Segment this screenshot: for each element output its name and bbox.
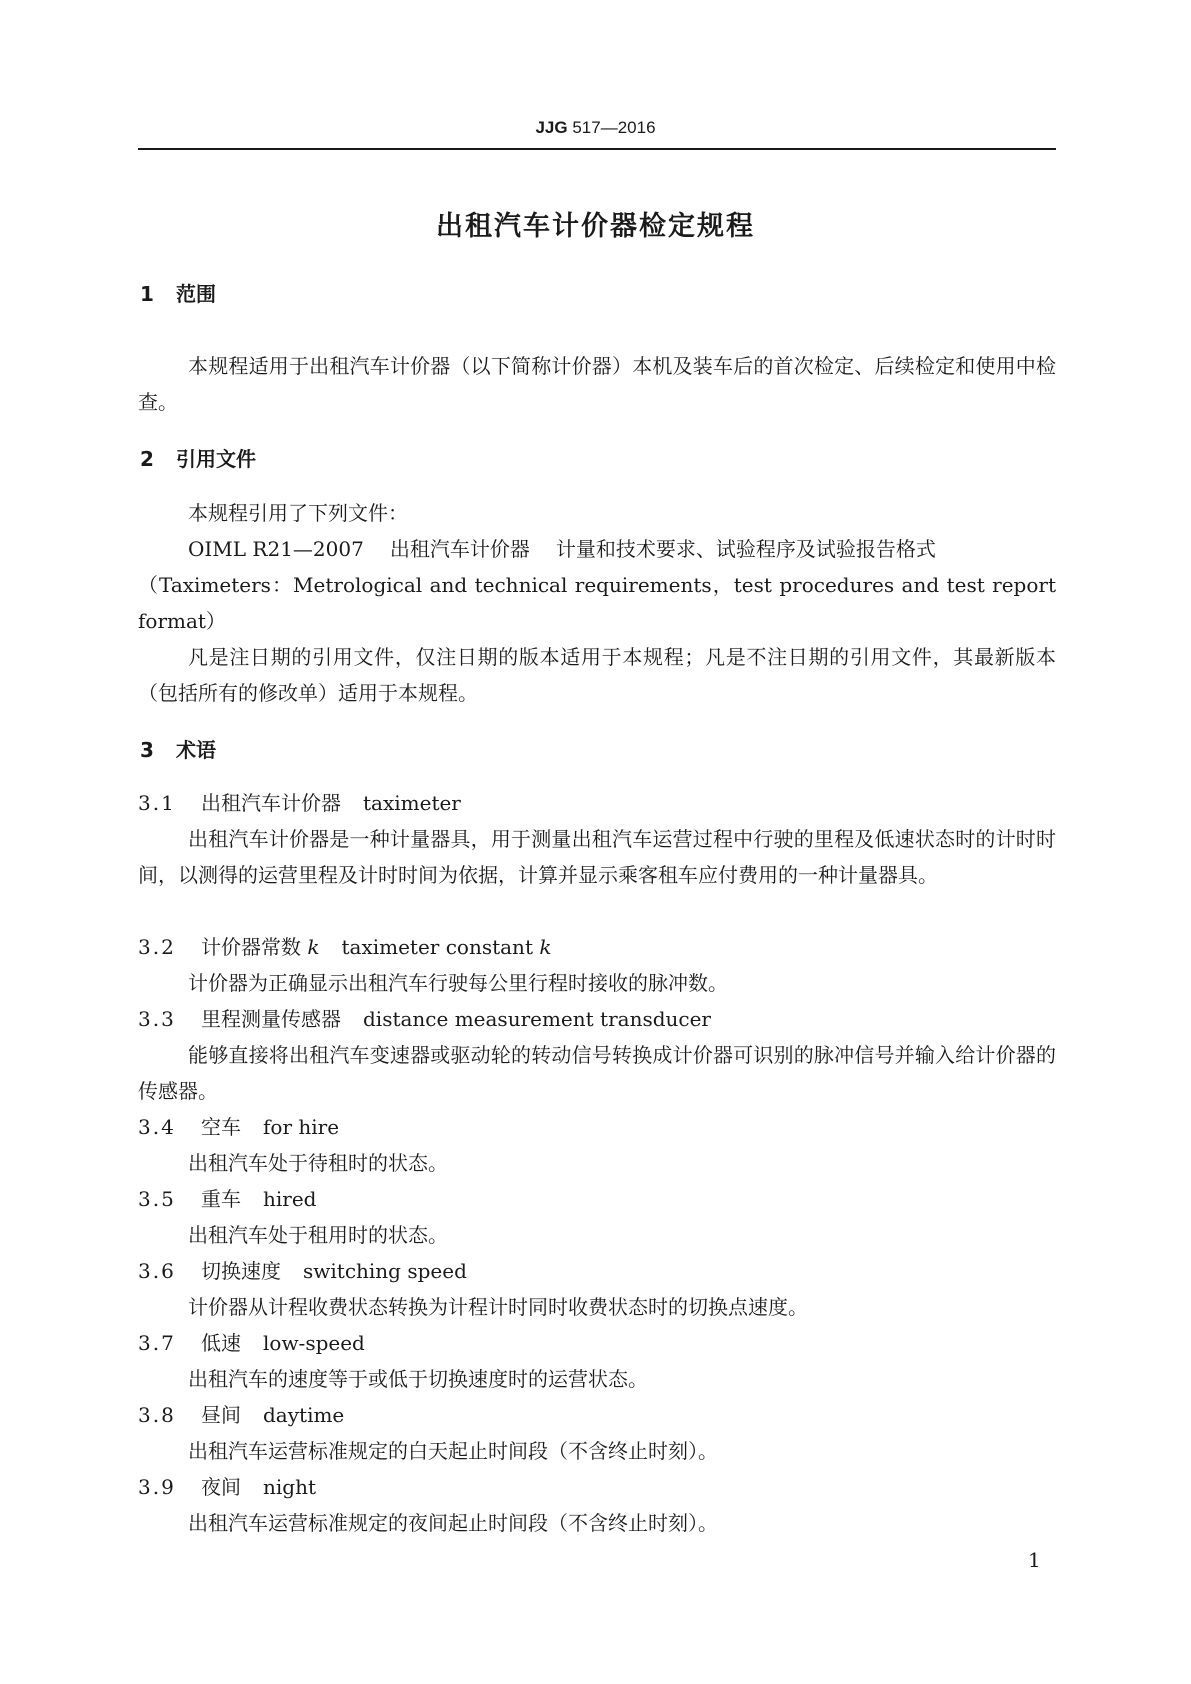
term-3-1-definition: 出租汽车计价器是一种计量器具，用于测量出租汽车运营过程中行驶的里程及低速状态时的计时时间，以测得的运营里程及计时时间为依据，计算并显示乘客租车应付费用的一种计量器具。 — [138, 827, 1056, 887]
page-number: 1 — [1028, 1548, 1041, 1572]
term-chinese: 夜间 — [201, 1475, 241, 1499]
section-1-heading — [140, 278, 216, 307]
running-header — [0, 118, 1191, 138]
section-number: 3 — [140, 738, 154, 762]
term-chinese: 空车 — [201, 1115, 241, 1139]
term-chinese: 昼间 — [201, 1403, 241, 1427]
header-rule — [138, 148, 1056, 150]
term-3-7 — [138, 1325, 365, 1361]
term-variable: k — [307, 935, 320, 959]
section-2-heading — [140, 443, 256, 472]
term-number: 3.3 — [138, 1007, 176, 1031]
section-title: 范围 — [176, 282, 216, 306]
reference-title: 出租汽车计价器 — [389, 537, 530, 561]
term-english: hired — [263, 1187, 317, 1211]
term-chinese: 计价器常数 — [201, 935, 301, 959]
section-title: 术语 — [176, 738, 216, 762]
term-chinese: 低速 — [201, 1331, 241, 1355]
reference-line — [188, 531, 936, 567]
term-number: 3.9 — [138, 1475, 176, 1499]
term-3-3 — [138, 1001, 711, 1037]
term-3-2 — [138, 929, 551, 965]
term-3-8-definition: 出租汽车运营标准规定的白天起止时间段（不含终止时刻）。 — [188, 1439, 718, 1463]
term-3-1 — [138, 785, 461, 821]
section-number: 1 — [140, 282, 154, 306]
term-3-8 — [138, 1397, 344, 1433]
reference-intro: 本规程引用了下列文件： — [188, 501, 408, 525]
term-3-3-definition: 能够直接将出租汽车变速器或驱动轮的转动信号转换成计价器可识别的脉冲信号并输入给计价器的传感器。 — [138, 1043, 1056, 1103]
document-title: 出租汽车计价器检定规程 — [436, 211, 755, 242]
reference-note: 凡是注日期的引用文件，仅注日期的版本适用于本规程；凡是不注日期的引用文件，其最新版本（包括所有的修改单）适用于本规程。 — [138, 645, 1056, 705]
term-english: switching speed — [303, 1259, 467, 1283]
term-english: daytime — [263, 1403, 345, 1427]
term-chinese: 重车 — [201, 1187, 241, 1211]
section-number: 2 — [140, 447, 154, 471]
term-chinese: 切换速度 — [201, 1259, 281, 1283]
term-3-6-definition: 计价器从计程收费状态转换为计程计时同时收费状态时的切换点速度。 — [188, 1295, 808, 1319]
term-english: taximeter constant — [341, 935, 533, 959]
term-variable: k — [539, 935, 552, 959]
section-3-heading — [140, 734, 216, 763]
term-3-9-definition: 出租汽车运营标准规定的夜间起止时间段（不含终止时刻）。 — [188, 1511, 718, 1535]
term-english: low-speed — [263, 1331, 365, 1355]
term-chinese: 出租汽车计价器 — [201, 791, 341, 815]
term-3-5 — [138, 1181, 316, 1217]
term-3-2-definition: 计价器为正确显示出租汽车行驶每公里行程时接收的脉冲数。 — [188, 971, 728, 995]
term-english: night — [263, 1475, 316, 1499]
term-3-5-definition: 出租汽车处于租用时的状态。 — [188, 1223, 448, 1247]
term-number: 3.8 — [138, 1403, 176, 1427]
term-3-9 — [138, 1469, 316, 1505]
section-1-text: 本规程适用于出租汽车计价器（以下简称计价器）本机及装车后的首次检定、后续检定和使用中检查。 — [138, 354, 1056, 414]
term-3-4 — [138, 1109, 339, 1145]
term-number: 3.4 — [138, 1115, 176, 1139]
term-english: distance measurement transducer — [363, 1007, 711, 1031]
header-code: JJG — [535, 118, 568, 137]
header-number: 517—2016 — [572, 118, 656, 137]
reference-english-title: （Taximeters：Metrological and technical requirements，test procedures and test report format） — [138, 573, 1056, 633]
term-english: taximeter — [363, 791, 461, 815]
term-3-4-definition: 出租汽车处于待租时的状态。 — [188, 1151, 448, 1175]
term-number: 3.7 — [138, 1331, 176, 1355]
term-3-6 — [138, 1253, 467, 1289]
term-english: for hire — [263, 1115, 340, 1139]
term-number: 3.2 — [138, 935, 176, 959]
reference-subtitle: 计量和技术要求、试验程序及试验报告格式 — [555, 537, 936, 561]
term-number: 3.6 — [138, 1259, 176, 1283]
term-number: 3.5 — [138, 1187, 176, 1211]
term-number: 3.1 — [138, 791, 176, 815]
term-3-7-definition: 出租汽车的速度等于或低于切换速度时的运营状态。 — [188, 1367, 648, 1391]
section-title: 引用文件 — [176, 447, 256, 471]
term-chinese: 里程测量传感器 — [201, 1007, 341, 1031]
reference-code: OIML R21—2007 — [188, 537, 364, 561]
